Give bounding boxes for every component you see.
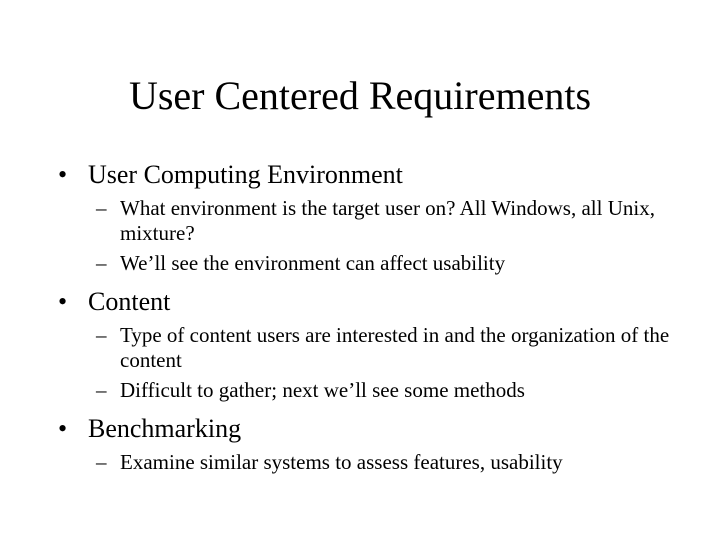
dash-icon: – bbox=[96, 251, 107, 275]
sub-list bbox=[58, 323, 698, 403]
bullet-item-content bbox=[58, 284, 698, 320]
bullet-item-user-computing-environment bbox=[58, 157, 698, 193]
slide-body bbox=[58, 157, 698, 483]
sub-item bbox=[58, 196, 698, 246]
dash-icon: – bbox=[96, 450, 107, 474]
sub-item-text: Difficult to gather; next we’ll see some methods bbox=[120, 378, 525, 402]
sub-item bbox=[58, 378, 698, 403]
sub-item bbox=[58, 450, 698, 475]
bullet-item-benchmarking bbox=[58, 411, 698, 447]
bullet-icon: • bbox=[58, 414, 68, 443]
bullet-icon: • bbox=[58, 160, 68, 189]
bullet-text: Content bbox=[88, 287, 171, 316]
slide-title: User Centered Requirements bbox=[128, 73, 592, 118]
dash-icon: – bbox=[96, 378, 107, 402]
dash-icon: – bbox=[96, 323, 107, 347]
bullet-text: Benchmarking bbox=[88, 414, 242, 443]
sub-list bbox=[58, 196, 698, 276]
sub-item-text: Type of content users are interested in and the organization of the content bbox=[120, 323, 670, 372]
bullet-icon: • bbox=[58, 287, 68, 316]
sub-item-text: We’ll see the environment can affect usability bbox=[120, 251, 506, 275]
sub-item bbox=[58, 323, 698, 373]
sub-item-text: What environment is the target user on? All Windows, all Unix, mixture? bbox=[120, 196, 655, 245]
sub-item-text: Examine similar systems to assess features, usability bbox=[120, 450, 563, 474]
bullet-text: User Computing Environment bbox=[88, 160, 403, 189]
sub-item bbox=[58, 251, 698, 276]
sub-list bbox=[58, 450, 698, 475]
dash-icon: – bbox=[96, 196, 107, 220]
